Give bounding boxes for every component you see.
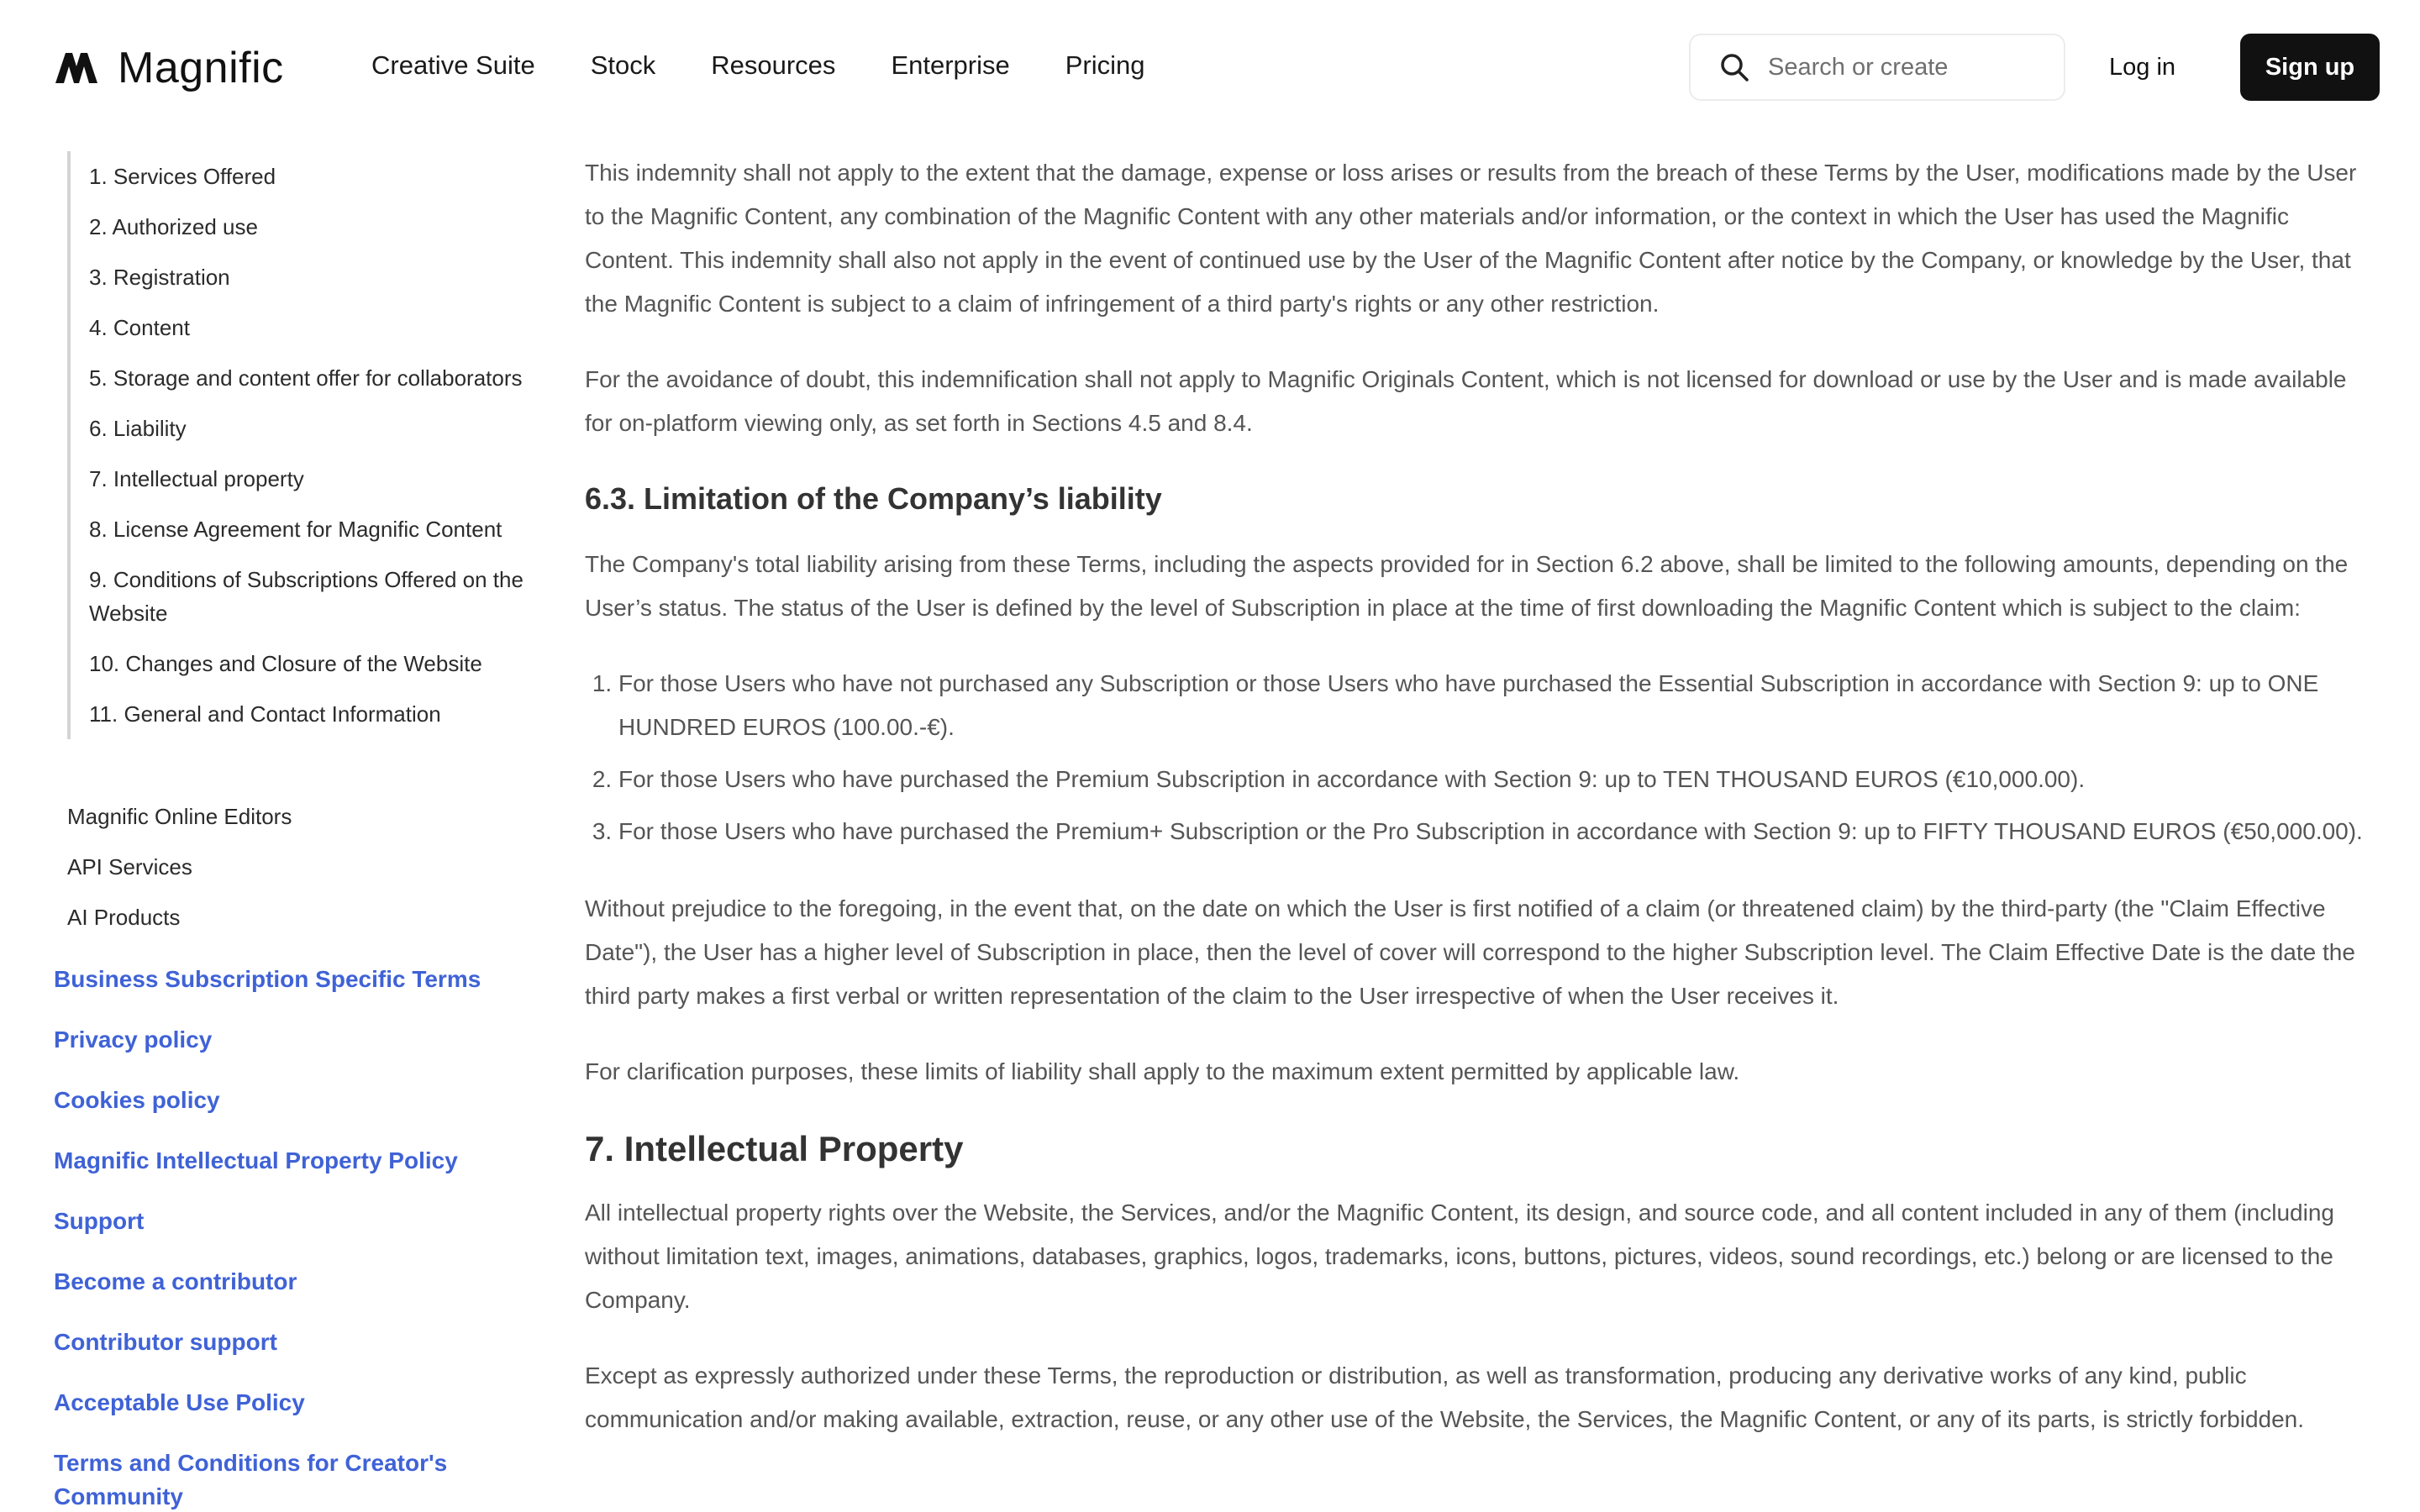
originals-content-paragraph: For the avoidance of doubt, this indemnification shall not apply to Magnific Originals Content, which is not licensed for download or use by the User and is made available for on-platform viewing only, as set forth in Sections 4.5 and 8.4. [585,366,2347,436]
signup-button[interactable]: Sign up [2240,34,2380,101]
ip-rights-paragraph: All intellectual property rights over the Website, the Services, and/or the Magnific Content, its design, and source code, and all content included in any of them (including without limitation text, images, animations, databases, graphics, logos, trademarks, icons, buttons, pictures, videos, sound recordings, etc.) belong or are licensed to the Company. [585,1200,2334,1313]
search-input[interactable] [1766,53,2039,82]
indemnity-exclusion-paragraph: This indemnity shall not apply to the extent that the damage, expense or loss arises or results from the breach of these Terms by the User, modifications made by the User to the Magnific Content, any combination of the Magnific Content with any other materials and/or information, or the context in which the User has used the Magnific Content. This indemnity shall also not apply in the event of continued use by the User of the Magnific Content after notice by the Company, or knowledge by the User, that the Magnific Content is subject to a claim of infringement of a third party's rights or any other restriction. [585,160,2357,317]
list-item: 2. For those Users who have purchased the Premium Subscription in accordance with Section 9: up to TEN THOUSAND EUROS (€10,000.00). [618,758,2376,801]
toc-item-changes-closure[interactable]: 10. Changes and Closure of the Website [89,651,482,676]
toc-doc-api-services[interactable]: API Services [67,854,192,879]
search-box[interactable] [1689,34,2065,101]
sidebar [0,151,538,1512]
terms-section-list [67,151,538,739]
toc-item-storage[interactable]: 5. Storage and content offer for collaborators [89,365,523,391]
clarification-paragraph: For clarification purposes, these limits of liability shall apply to the maximum extent permitted by applicable law. [585,1058,1740,1084]
link-contributor-support[interactable]: Contributor support [54,1329,277,1355]
policy-links [54,963,491,1512]
toc-doc-ai-products[interactable]: AI Products [67,905,181,930]
liability-limit-paragraph: The Company's total liability arising from these Terms, including the aspects provided for in Section 6.2 above, shall be limited to the following amounts, depending on the User’s status. The status of the User is defined by the level of Subscription in place at the time of first downloading the Magnific Content which is subject to the claim: [585,551,2349,621]
search-icon [1718,50,1751,84]
toc-item-liability[interactable]: 6. Liability [89,416,187,441]
link-creators-community-terms[interactable]: Terms and Conditions for Creator's Community [54,1450,448,1509]
link-privacy-policy[interactable]: Privacy policy [54,1026,213,1053]
reproduction-paragraph: Except as expressly authorized under these Terms, the reproduction or distribution, as well as transformation, producing any derivative works of any kind, public communication and/or making available, extraction, reuse, or any other use of the Website, the Services, the Magnific Content, or any of its parts, is strictly forbidden. [585,1362,2305,1432]
link-business-subscription-terms[interactable]: Business Subscription Specific Terms [54,966,481,992]
toc-item-intellectual-property[interactable]: 7. Intellectual property [89,466,304,491]
magnific-logo-icon [54,50,99,87]
login-link[interactable]: Log in [2109,54,2176,81]
nav-enterprise[interactable]: Enterprise [891,50,1010,80]
toc-item-content[interactable]: 4. Content [89,315,190,340]
toc-item-license-agreement[interactable]: 8. License Agreement for Magnific Content [89,517,502,542]
toc-item-general-contact[interactable]: 11. General and Contact Information [89,701,441,727]
terms-doc-list [67,791,292,942]
toc-item-subscriptions[interactable]: 9. Conditions of Subscriptions Offered on the Website [89,567,523,626]
section-heading-7: 7. Intellectual Property [585,1129,964,1168]
toc-item-authorized-use[interactable]: 2. Authorized use [89,214,258,239]
toc-item-registration[interactable]: 3. Registration [89,265,230,290]
logo[interactable] [54,42,284,94]
link-support[interactable]: Support [54,1208,145,1234]
main-nav [371,47,1201,84]
nav-pricing[interactable]: Pricing [1065,50,1145,80]
list-item: 3. For those Users who have purchased the Premium+ Subscription or the Pro Subscription in accordance with Section 9: up to FIFTY THOUSAND EUROS (€50,000.00). [618,810,2376,853]
claim-effective-date-paragraph: Without prejudice to the foregoing, in the event that, on the date on which the User is first notified of a claim (or threatened claim) by the third-party (the "Claim Effective Date"), the User has a higher level of Subscription in place, then the level of cover will correspond to the higher Subscription level. The Claim Effective Date is the date the third party makes a first verbal or written representation of the claim to the User irrespective of when the User receives it. [585,895,2355,1009]
nav-resources[interactable]: Resources [711,50,836,80]
section-heading-6-3: 6.3. Limitation of the Company’s liability [585,481,1162,516]
link-become-contributor[interactable]: Become a contributor [54,1268,297,1294]
toc-doc-online-editors[interactable]: Magnific Online Editors [67,804,292,829]
nav-stock[interactable]: Stock [590,50,656,80]
link-cookies-policy[interactable]: Cookies policy [54,1087,220,1113]
terms-content [585,151,2376,1473]
liability-tier-list [585,662,2376,853]
top-header [0,0,2420,134]
list-item: 1. For those Users who have not purchased any Subscription or those Users who have purchased the Essential Subscription in accordance with Section 9: up to ONE HUNDRED EUROS (100.00.-€). [618,662,2376,749]
toc-item-services-offered[interactable]: 1. Services Offered [89,164,276,189]
logo-text: Magnific [118,44,284,92]
link-acceptable-use-policy[interactable]: Acceptable Use Policy [54,1389,305,1415]
link-ip-policy[interactable]: Magnific Intellectual Property Policy [54,1147,458,1173]
nav-creative-suite[interactable]: Creative Suite [371,50,535,80]
